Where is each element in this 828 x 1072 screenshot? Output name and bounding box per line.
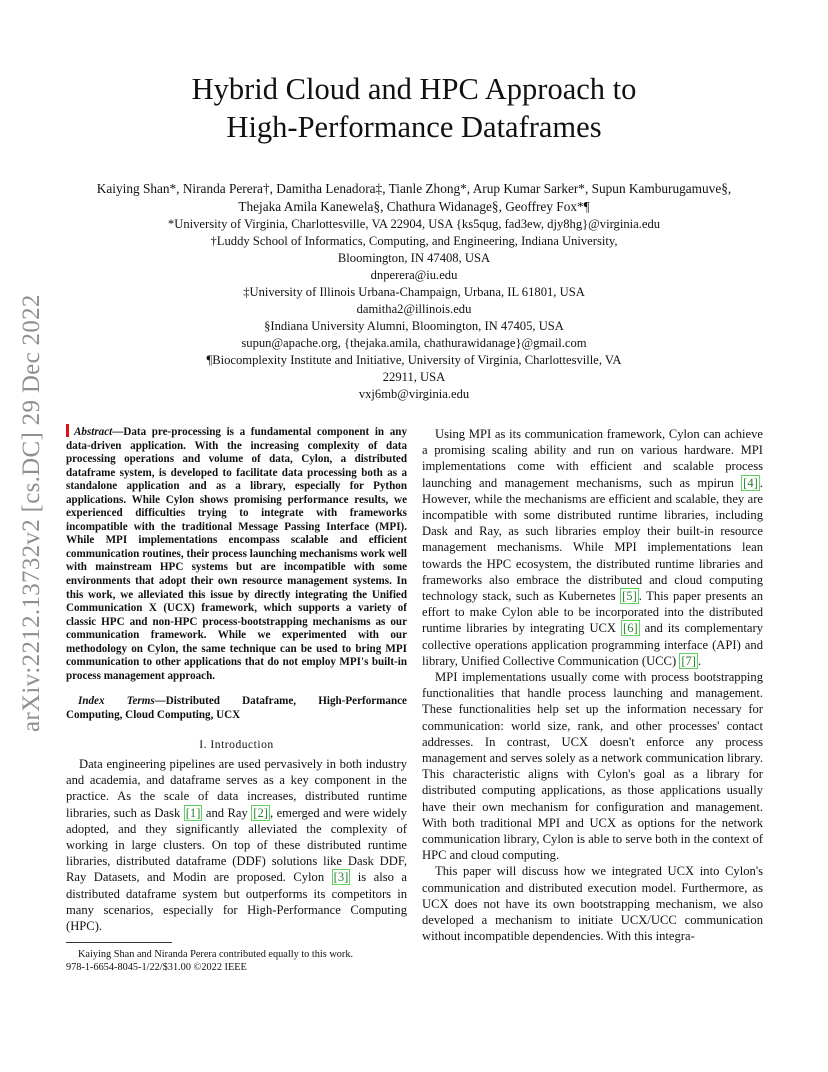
- citation-link[interactable]: [7]: [681, 653, 696, 668]
- citation-link[interactable]: [5]: [622, 589, 637, 604]
- paragraph: MPI implementations usually come with process bootstrapping functionalities that handle process launching and management. These functionalities help set up the information necessary for communication: world size, rank, and other processes' contact addresses. In contrast, UCX doesn't enforce any process management and serves solely as a network communication library. This characteristic aligns with Cylon's goal as a library for distributed computing applications, as those applications usually have their own mechanism for configuration and management. With both traditional MPI and UCX as options for the network communication library, Cylon is able to serve both in the context of HPC and cloud computing.: [422, 670, 763, 863]
- abstract: [66, 424, 407, 683]
- paragraph: This paper will discuss how we integrated UCX into Cylon's communication and distributed execution model. Furthermore, as UCX does not have its own bootstrapping mechanism, we also developed a mechanism to initiate UCX/UCC communication without incompatible dependencies. With this integra-: [422, 864, 763, 944]
- footnote-copyright: 978-1-6654-8045-1/22/$31.00 ©2022 IEEE: [66, 962, 247, 973]
- text-run: Using MPI as its communication framework, Cylon can achieve a promising scaling ability and run on various hardware. MPI implementations come with efficient and scalable process launching and management mechanisms, such as mpirun: [422, 427, 763, 490]
- affiliation-line: 22911, USA: [382, 370, 446, 384]
- right-column-body: [422, 426, 763, 945]
- citation-link[interactable]: [1]: [185, 805, 201, 820]
- footnote-equal-contribution: Kaiying Shan and Niranda Perera contributed equally to this work.: [78, 949, 354, 960]
- arxiv-identifier-stamp: arXiv:2212.13732v2 [cs.DC] 29 Dec 2022: [18, 294, 45, 732]
- text-run: , emerged and were widely adopted, and they significantly alleviated the complexity of working in large clusters. On top of these distributed runtime libraries, distributed dataframe (DDF) solutions like Dask DDF, Ray Datasets, and Modin are proposed. Cylon: [66, 805, 407, 885]
- affiliations-block: [40, 216, 788, 403]
- index-terms: [66, 695, 407, 722]
- citation-link[interactable]: [3]: [333, 870, 349, 885]
- text-run: and Ray: [202, 805, 252, 820]
- abstract-label: Abstract: [74, 426, 113, 438]
- citation-link[interactable]: [6]: [623, 621, 638, 636]
- index-terms-text: —Distributed Dataframe, High-Performance Computing, Cloud Computing, UCX: [66, 695, 407, 721]
- affiliation-line: dnperera@iu.edu: [370, 268, 458, 282]
- paragraph: [66, 756, 407, 934]
- paragraph: [422, 426, 763, 669]
- affiliation-line: †Luddy School of Informatics, Computing, and Engineering, Indiana University,: [210, 234, 618, 248]
- text-run: . However, while the mechanisms are efficient and scalable, they are incompatible with some distributed runtime libraries, including Dask and Ray, as such libraries employ their built-in resource management mechanisms. While MPI implementations lean towards the HPC ecosystem, the distributed runtime libraries and frameworks also embrace the distributed and cloud computing technology stack, such as Kubernetes: [422, 475, 763, 604]
- author-block: [40, 180, 788, 216]
- text-run: Data engineering pipelines are used pervasively in both industry and academia, and dataframe serves as a key component in the practice. As the scale of data increases, distributed runtime libraries, such as Dask: [66, 757, 407, 820]
- text-run: and its complementary collective operations application programming interface (API) and library, Unified Collective Communication (UCC): [422, 621, 763, 668]
- affiliation-line: Bloomington, IN 47408, USA: [337, 251, 491, 265]
- annotation-marker-icon: [66, 424, 69, 437]
- authors-line-2: Thejaka Amila Kanewela§, Chathura Widanage§, Geoffrey Fox*¶: [238, 199, 590, 214]
- affiliation-line: supun@apache.org, {thejaka.amila, chathurawidanage}@gmail.com: [241, 336, 587, 350]
- paper-title: [60, 70, 768, 146]
- footnotes: [66, 948, 407, 974]
- citation-link[interactable]: [2]: [253, 805, 268, 820]
- index-terms-label: Index Terms: [78, 695, 155, 707]
- citation-link[interactable]: [4]: [743, 475, 758, 490]
- abstract-text: —Data pre-processing is a fundamental component in any data-driven application. With the increasing complexity of data processing operations and volume of data, Cylon, a distributed dataframe system, is developed to facilitate data processing both as a standalone application and as a library, especially for Python applications. While Cylon shows promising performance results, we experienced difficulties trying to integrate with frameworks incompatible with the traditional Message Passing Interface (MPI). While MPI implementations encompass scalable and efficient communication routines, their process launching mechanisms work well with mainstream HPC systems but are incompatible with some environments that adopt their own resource management systems. In this work, we alleviated this issue by directly integrating the Unified Communication X (UCX) framework, which supports a variety of classic HPC and non-HPC process-bootstrapping mechanisms as our communication framework. While we experimented with our methodology on Cylon, the same technique can be used to bring MPI communication to other applications that do not employ MPI's built-in process management approach.: [66, 426, 407, 682]
- text-run: . This paper presents an effort to make Cylon able to be incorporated into the distributed runtime libraries by integrating UCX: [422, 589, 763, 636]
- affiliation-line: *University of Virginia, Charlottesville, VA 22904, USA {ks5qug, fad3ew, djy8hg}@virginia.edu: [167, 217, 661, 231]
- affiliation-line: ¶Biocomplexity Institute and Initiative, University of Virginia, Charlottesville, VA: [206, 353, 622, 367]
- title-line-1: Hybrid Cloud and HPC Approach to: [191, 72, 637, 106]
- section-heading-introduction: I. Introduction: [199, 738, 274, 751]
- text-run: is also a distributed dataframe system but outperforms its competitors in many scenarios, especially for High-Performance Computing (HPC).: [66, 870, 407, 934]
- affiliation-line: ‡University of Illinois Urbana-Champaign, Urbana, IL 61801, USA: [243, 285, 585, 299]
- title-line-2: High-Performance Dataframes: [226, 110, 602, 144]
- footnote-divider: [66, 942, 172, 943]
- text-run: .: [698, 653, 702, 668]
- affiliation-line: vxj6mb@virginia.edu: [358, 387, 470, 401]
- affiliation-line: damitha2@illinois.edu: [356, 302, 472, 316]
- affiliation-line: §Indiana University Alumni, Bloomington, IN 47405, USA: [264, 319, 564, 333]
- authors-line-1: Kaiying Shan*, Niranda Perera†, Damitha Lenadora‡, Tianle Zhong*, Arup Kumar Sarker*, Supun Kamburugamuve§,: [96, 181, 732, 196]
- left-column-body: [66, 756, 407, 934]
